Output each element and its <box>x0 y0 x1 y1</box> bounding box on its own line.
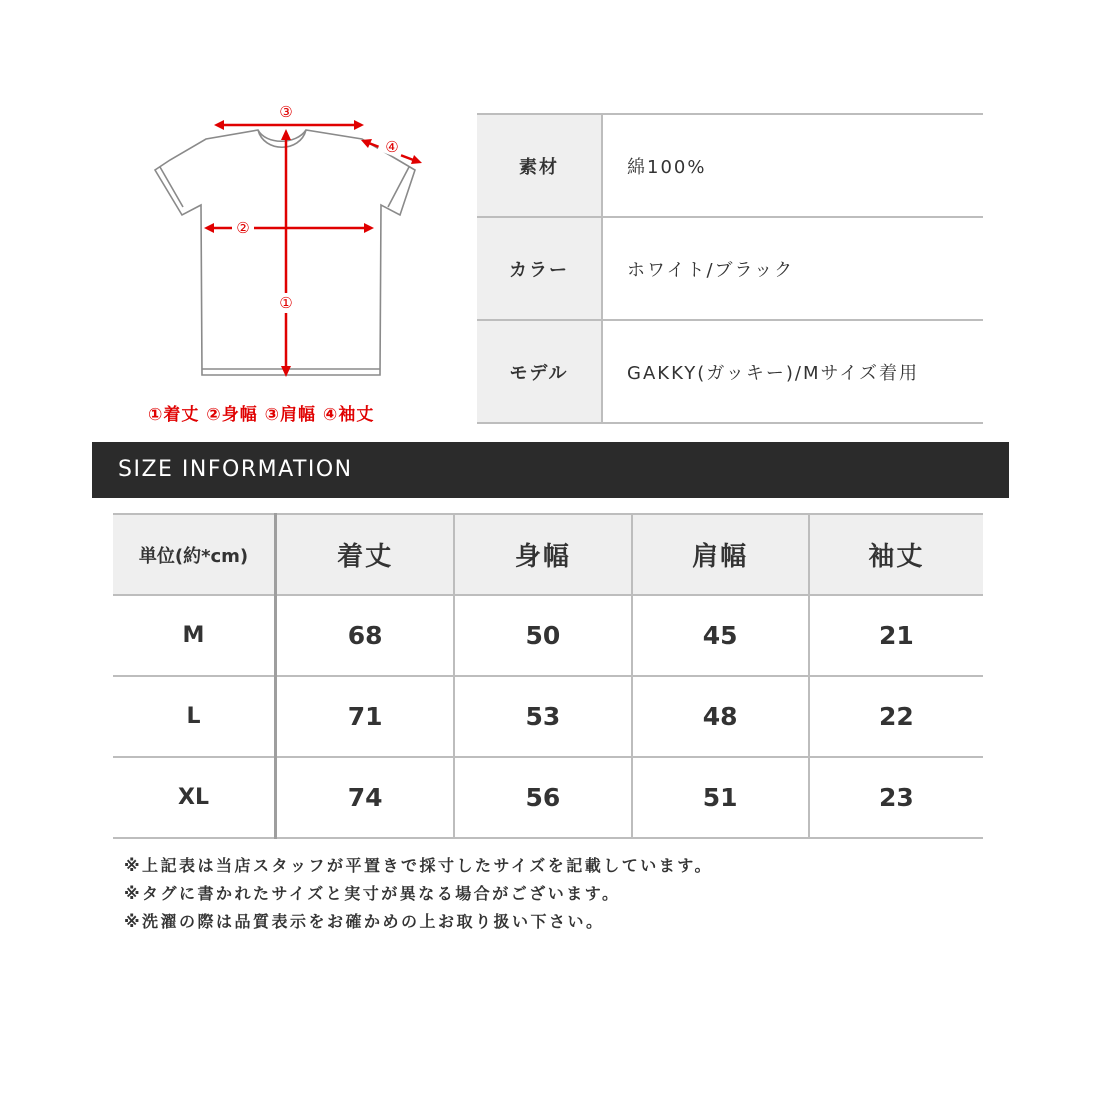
marker-length: ① <box>279 294 293 312</box>
note-line: ※タグに書かれたサイズと実寸が異なる場合がございます。 <box>124 884 621 903</box>
note-line: ※洗濯の際は品質表示をお確かめの上お取り扱い下さい。 <box>124 912 605 931</box>
table-cell: 22 <box>809 676 983 757</box>
marker-width: ② <box>236 219 250 237</box>
diagram-legend: ①着丈 ②身幅 ③肩幅 ④袖丈 <box>148 405 375 425</box>
column-header: 肩幅 <box>632 514 809 595</box>
table-cell: 50 <box>454 595 631 676</box>
size-label: XL <box>113 757 276 838</box>
marker-shoulder: ③ <box>279 103 293 121</box>
table-cell: 68 <box>276 595 455 676</box>
size-header-row <box>113 514 983 595</box>
marker-sleeve: ④ <box>385 138 399 156</box>
spec-value: GAKKY(ガッキー)/Mサイズ着用 <box>602 320 983 423</box>
table-row <box>113 676 983 757</box>
column-header: 着丈 <box>276 514 455 595</box>
table-cell: 56 <box>454 757 631 838</box>
size-label: L <box>113 676 276 757</box>
unit-header: 単位(約*cm) <box>113 514 276 595</box>
spec-row-model <box>477 320 983 423</box>
table-cell: 53 <box>454 676 631 757</box>
table-cell: 45 <box>632 595 809 676</box>
table-cell: 21 <box>809 595 983 676</box>
size-label: M <box>113 595 276 676</box>
table-cell: 71 <box>276 676 455 757</box>
size-table <box>113 513 983 839</box>
tshirt-measurement-diagram <box>130 95 450 395</box>
spec-value: 綿100% <box>602 114 983 217</box>
spec-key: カラー <box>477 217 602 320</box>
table-row <box>113 757 983 838</box>
note-line: ※上記表は当店スタッフが平置きで採寸したサイズを記載しています。 <box>124 856 713 875</box>
table-cell: 74 <box>276 757 455 838</box>
spec-key: 素材 <box>477 114 602 217</box>
table-cell: 48 <box>632 676 809 757</box>
spec-row-material <box>477 114 983 217</box>
size-information-header: SIZE INFORMATION <box>92 442 1009 498</box>
spec-value: ホワイト/ブラック <box>602 217 983 320</box>
column-header: 袖丈 <box>809 514 983 595</box>
spec-key: モデル <box>477 320 602 423</box>
table-row <box>113 595 983 676</box>
column-header: 身幅 <box>454 514 631 595</box>
notes <box>124 852 713 936</box>
table-cell: 23 <box>809 757 983 838</box>
spec-table <box>477 113 983 424</box>
spec-row-color <box>477 217 983 320</box>
table-cell: 51 <box>632 757 809 838</box>
